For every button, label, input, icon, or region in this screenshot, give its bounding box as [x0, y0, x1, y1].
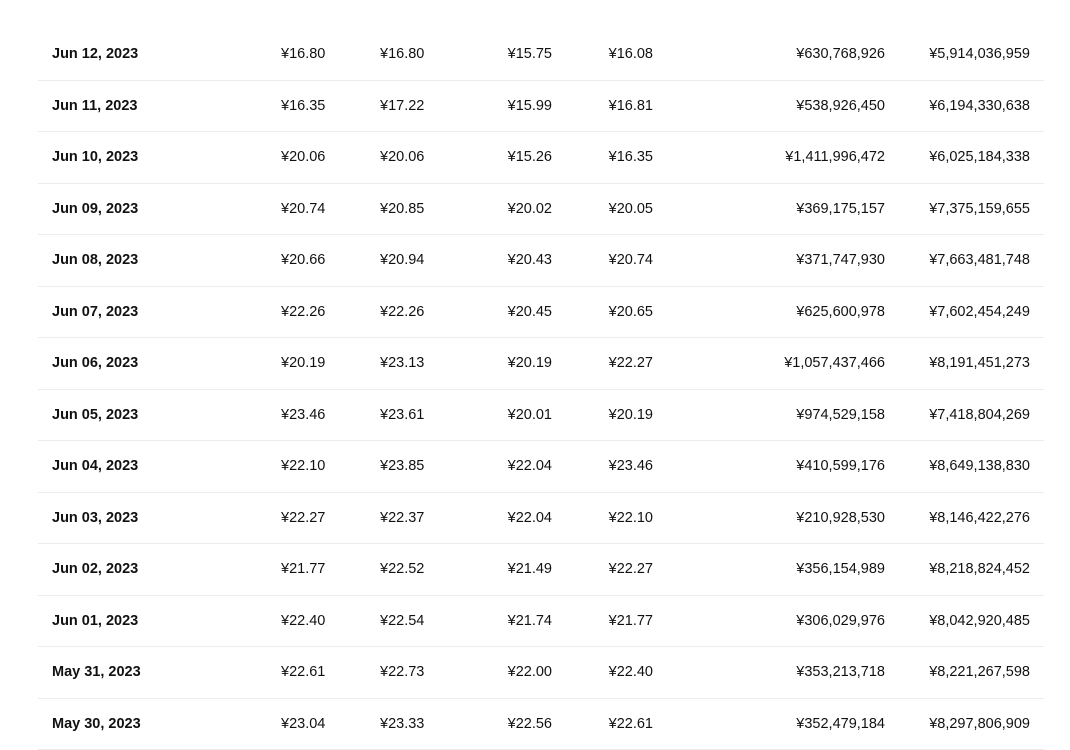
- low-cell: ¥20.02: [508, 184, 552, 236]
- volume-cell: ¥1,057,437,466: [784, 338, 885, 390]
- date-cell: Jun 04, 2023: [52, 441, 138, 493]
- open-cell: ¥23.04: [281, 699, 325, 750]
- table-row: [38, 287, 1044, 339]
- low-cell: ¥15.75: [508, 29, 552, 81]
- high-cell: ¥20.85: [380, 184, 424, 236]
- volume-cell: ¥625,600,978: [796, 287, 885, 339]
- open-cell: ¥22.27: [281, 493, 325, 545]
- low-cell: ¥15.99: [508, 81, 552, 133]
- low-cell: ¥22.00: [508, 647, 552, 699]
- volume-cell: ¥371,747,930: [796, 235, 885, 287]
- close-cell: ¥22.40: [609, 647, 653, 699]
- high-cell: ¥23.85: [380, 441, 424, 493]
- open-cell: ¥22.61: [281, 647, 325, 699]
- open-cell: ¥22.10: [281, 441, 325, 493]
- close-cell: ¥20.74: [609, 235, 653, 287]
- date-cell: Jun 02, 2023: [52, 544, 138, 596]
- volume-cell: ¥210,928,530: [796, 493, 885, 545]
- close-cell: ¥16.35: [609, 132, 653, 184]
- low-cell: ¥21.74: [508, 596, 552, 648]
- high-cell: ¥20.06: [380, 132, 424, 184]
- market-cap-cell: ¥8,191,451,273: [929, 338, 1030, 390]
- date-cell: May 31, 2023: [52, 647, 141, 699]
- market-cap-cell: ¥8,297,806,909: [929, 699, 1030, 750]
- volume-cell: ¥353,213,718: [796, 647, 885, 699]
- market-cap-cell: ¥7,663,481,748: [929, 235, 1030, 287]
- high-cell: ¥20.94: [380, 235, 424, 287]
- high-cell: ¥22.73: [380, 647, 424, 699]
- open-cell: ¥16.35: [281, 81, 325, 133]
- date-cell: Jun 08, 2023: [52, 235, 138, 287]
- close-cell: ¥22.61: [609, 699, 653, 750]
- high-cell: ¥23.13: [380, 338, 424, 390]
- open-cell: ¥22.40: [281, 596, 325, 648]
- date-cell: Jun 06, 2023: [52, 338, 138, 390]
- date-cell: Jun 09, 2023: [52, 184, 138, 236]
- open-cell: ¥20.06: [281, 132, 325, 184]
- volume-cell: ¥356,154,989: [796, 544, 885, 596]
- table-row: [38, 338, 1044, 390]
- date-cell: Jun 01, 2023: [52, 596, 138, 648]
- market-cap-cell: ¥7,418,804,269: [929, 390, 1030, 442]
- date-cell: Jun 05, 2023: [52, 390, 138, 442]
- date-cell: Jun 10, 2023: [52, 132, 138, 184]
- close-cell: ¥23.46: [609, 441, 653, 493]
- close-cell: ¥20.19: [609, 390, 653, 442]
- close-cell: ¥20.05: [609, 184, 653, 236]
- table-row: [38, 29, 1044, 81]
- date-cell: May 30, 2023: [52, 699, 141, 750]
- table-row: [38, 235, 1044, 287]
- close-cell: ¥16.81: [609, 81, 653, 133]
- market-cap-cell: ¥8,146,422,276: [929, 493, 1030, 545]
- date-cell: Jun 12, 2023: [52, 29, 138, 81]
- table-row: [38, 81, 1044, 133]
- volume-cell: ¥1,411,996,472: [785, 132, 885, 184]
- high-cell: ¥16.80: [380, 29, 424, 81]
- close-cell: ¥16.08: [609, 29, 653, 81]
- low-cell: ¥20.01: [508, 390, 552, 442]
- close-cell: ¥21.77: [609, 596, 653, 648]
- table-row: [38, 390, 1044, 442]
- date-cell: Jun 11, 2023: [52, 81, 137, 133]
- market-cap-cell: ¥8,042,920,485: [929, 596, 1030, 648]
- table-row: [38, 441, 1044, 493]
- low-cell: ¥22.56: [508, 699, 552, 750]
- date-cell: Jun 03, 2023: [52, 493, 138, 545]
- high-cell: ¥22.26: [380, 287, 424, 339]
- table-row: [38, 184, 1044, 236]
- low-cell: ¥22.04: [508, 493, 552, 545]
- volume-cell: ¥630,768,926: [796, 29, 885, 81]
- close-cell: ¥22.10: [609, 493, 653, 545]
- table-row: [38, 493, 1044, 545]
- low-cell: ¥20.19: [508, 338, 552, 390]
- low-cell: ¥20.45: [508, 287, 552, 339]
- close-cell: ¥22.27: [609, 338, 653, 390]
- market-cap-cell: ¥7,602,454,249: [929, 287, 1030, 339]
- close-cell: ¥22.27: [609, 544, 653, 596]
- volume-cell: ¥410,599,176: [796, 441, 885, 493]
- low-cell: ¥22.04: [508, 441, 552, 493]
- open-cell: ¥20.19: [281, 338, 325, 390]
- high-cell: ¥22.54: [380, 596, 424, 648]
- open-cell: ¥21.77: [281, 544, 325, 596]
- volume-cell: ¥306,029,976: [796, 596, 885, 648]
- market-cap-cell: ¥8,218,824,452: [929, 544, 1030, 596]
- low-cell: ¥15.26: [508, 132, 552, 184]
- low-cell: ¥21.49: [508, 544, 552, 596]
- volume-cell: ¥352,479,184: [796, 699, 885, 750]
- market-cap-cell: ¥6,194,330,638: [929, 81, 1030, 133]
- market-cap-cell: ¥5,914,036,959: [929, 29, 1030, 81]
- high-cell: ¥22.37: [380, 493, 424, 545]
- open-cell: ¥22.26: [281, 287, 325, 339]
- market-cap-cell: ¥7,375,159,655: [929, 184, 1030, 236]
- table-row: [38, 544, 1044, 596]
- market-cap-cell: ¥6,025,184,338: [929, 132, 1030, 184]
- table-row: [38, 647, 1044, 699]
- volume-cell: ¥974,529,158: [796, 390, 885, 442]
- open-cell: ¥20.74: [281, 184, 325, 236]
- volume-cell: ¥369,175,157: [796, 184, 885, 236]
- table-row: [38, 132, 1044, 184]
- high-cell: ¥23.61: [380, 390, 424, 442]
- table-row: [38, 596, 1044, 648]
- historical-data-table: [38, 29, 1044, 750]
- open-cell: ¥20.66: [281, 235, 325, 287]
- volume-cell: ¥538,926,450: [796, 81, 885, 133]
- high-cell: ¥17.22: [380, 81, 424, 133]
- high-cell: ¥23.33: [380, 699, 424, 750]
- open-cell: ¥16.80: [281, 29, 325, 81]
- open-cell: ¥23.46: [281, 390, 325, 442]
- market-cap-cell: ¥8,221,267,598: [929, 647, 1030, 699]
- high-cell: ¥22.52: [380, 544, 424, 596]
- table-row: [38, 699, 1044, 750]
- market-cap-cell: ¥8,649,138,830: [929, 441, 1030, 493]
- low-cell: ¥20.43: [508, 235, 552, 287]
- close-cell: ¥20.65: [609, 287, 653, 339]
- date-cell: Jun 07, 2023: [52, 287, 138, 339]
